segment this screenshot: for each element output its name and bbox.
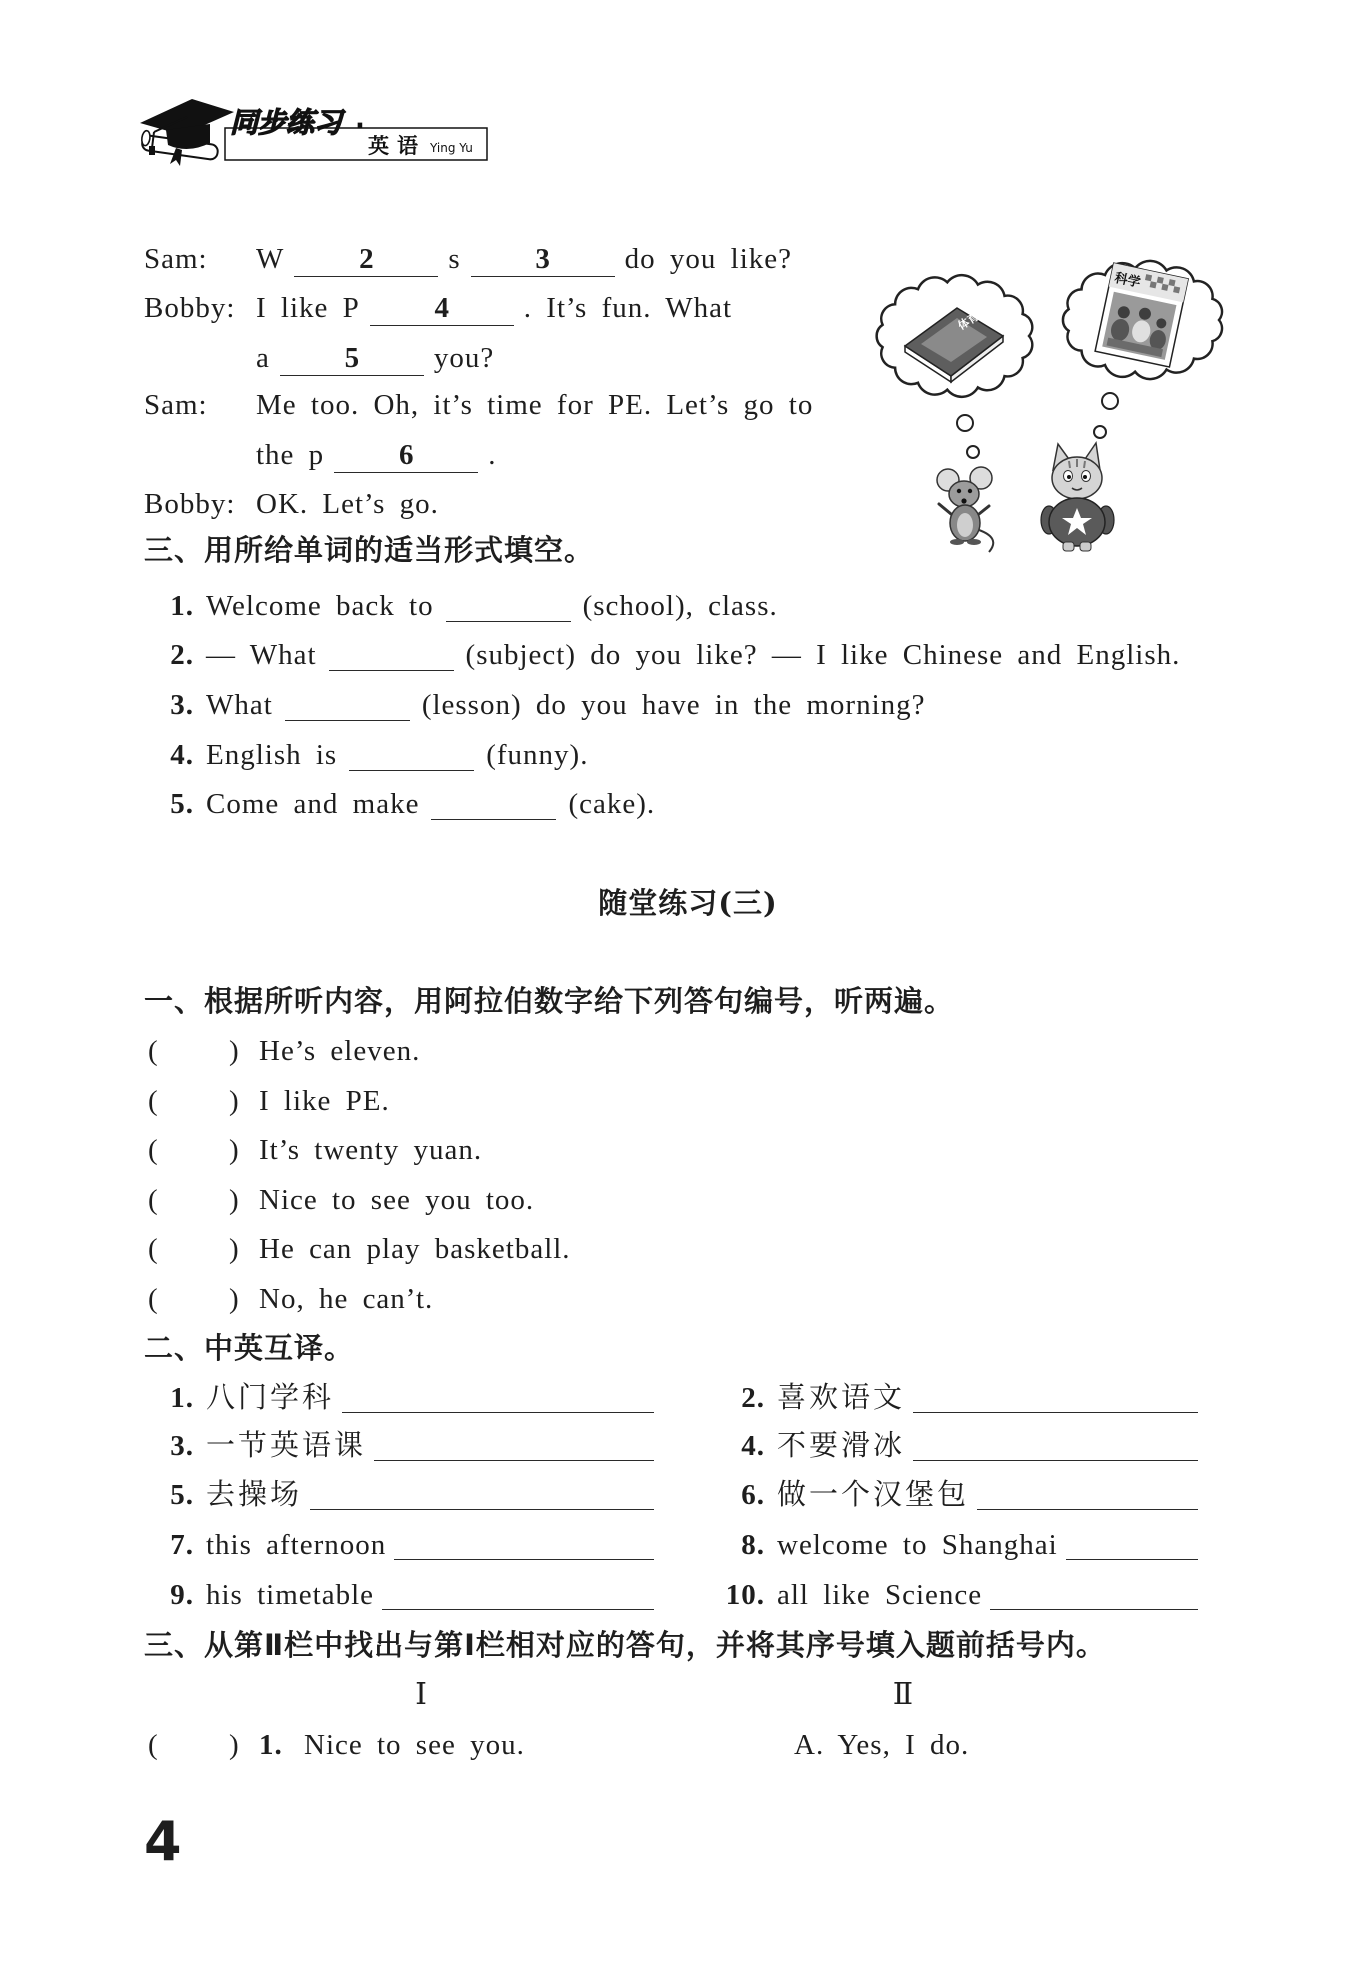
dialogue-text: . It’s fun. What: [523, 292, 733, 324]
logo-dot: ·: [355, 111, 365, 141]
item-text: his timetable: [206, 1579, 374, 1611]
answer-text: No, he can’t.: [259, 1283, 434, 1315]
answer-line: [990, 1609, 1198, 1610]
bracket-open: (: [148, 1729, 159, 1761]
answer-line: [977, 1509, 1198, 1510]
exercise-item: [150, 685, 926, 725]
item-text: 一节英语课: [206, 1430, 367, 1462]
translation-item: [150, 1426, 654, 1466]
section-heading: 二、中英互译。: [144, 1331, 355, 1365]
answer-line: [382, 1609, 654, 1610]
matching-answer: A. Yes, I do.: [794, 1729, 970, 1761]
answer-blank: 3: [471, 242, 615, 277]
thought-bubble-dot: [1102, 393, 1118, 409]
answer-line: [913, 1460, 1198, 1461]
section-heading: 三、从第Ⅱ栏中找出与第Ⅰ栏相对应的答句，并将其序号填入题前括号内。: [144, 1628, 1106, 1662]
science-book-label: 科学: [1113, 270, 1142, 291]
answer-blank: 2: [294, 242, 438, 277]
series-title: 同步练习: [230, 106, 343, 139]
dialogue-line: [144, 288, 732, 328]
section-heading: 一、根据所听内容，用阿拉伯数字给下列答句编号，听两遍。: [144, 984, 955, 1018]
bracket-close: ): [229, 1283, 240, 1315]
matching-row: [148, 1725, 525, 1765]
answer-blank: [329, 670, 454, 671]
item-text: English is: [206, 739, 338, 771]
dialogue-text: W: [256, 243, 285, 275]
page-number: 4: [144, 1810, 182, 1873]
answer-text: I like PE.: [259, 1085, 390, 1117]
subject-pinyin: Ying Yu: [430, 141, 473, 155]
item-text: Welcome back to: [206, 590, 434, 622]
column-header-1: Ⅰ: [415, 1677, 427, 1712]
item-number: 1.: [170, 590, 194, 622]
item-number: 1.: [259, 1729, 283, 1761]
question-text: Nice to see you.: [304, 1729, 525, 1761]
dialogue-text: a: [256, 342, 270, 374]
graduation-cap-icon: [140, 99, 234, 155]
bracket-open: (: [148, 1184, 159, 1216]
item-number: 4.: [741, 1430, 765, 1462]
answer-line: [394, 1559, 654, 1560]
answer-row: [148, 1229, 571, 1269]
item-text: all like Science: [777, 1579, 983, 1611]
dialogue-text: the p: [256, 439, 325, 471]
item-text: 做一个汉堡包: [777, 1479, 970, 1511]
answer-row: [148, 1180, 534, 1220]
item-number: 1.: [170, 1382, 194, 1414]
speaker-label: Bobby:: [144, 488, 236, 520]
item-number: 3.: [170, 689, 194, 721]
bracket-close: ): [229, 1233, 240, 1265]
bracket-close: ): [229, 1134, 240, 1166]
subject-name: 英语: [368, 134, 426, 158]
item-text: 八门学科: [206, 1382, 335, 1414]
answer-blank: [431, 819, 556, 820]
item-text: this afternoon: [206, 1529, 387, 1561]
item-number: 4.: [170, 739, 194, 771]
dialogue-line: [144, 385, 813, 425]
speaker-label: Bobby:: [144, 292, 236, 324]
dialogue-text: I like P: [256, 292, 360, 324]
item-text: Come and make: [206, 788, 420, 820]
series-logo: [130, 90, 500, 172]
bracket-open: (: [148, 1085, 159, 1117]
dialogue-text: .: [488, 439, 497, 471]
translation-item: [150, 1525, 654, 1565]
item-number: 6.: [741, 1479, 765, 1511]
pe-book-label: 体育: [955, 309, 982, 333]
answer-blank: [285, 720, 410, 721]
item-number: 10.: [725, 1579, 765, 1611]
dialogue-text: OK. Let’s go.: [256, 488, 439, 520]
translation-item: [715, 1426, 1198, 1466]
answer-blank: 5: [280, 341, 424, 376]
answer-text: Nice to see you too.: [259, 1184, 535, 1216]
exercise-item: [150, 635, 1180, 675]
dialogue-text: s: [448, 243, 461, 275]
item-number: 2.: [741, 1382, 765, 1414]
mouse-character: [937, 467, 993, 552]
answer-line: [1066, 1559, 1198, 1560]
item-text: — What: [206, 639, 317, 671]
item-number: 9.: [170, 1579, 194, 1611]
answer-line: [374, 1460, 654, 1461]
item-number: 7.: [170, 1529, 194, 1561]
answer-blank: [446, 621, 571, 622]
dialogue-line: [144, 239, 792, 279]
item-text: welcome to Shanghai: [777, 1529, 1058, 1561]
item-text: 喜欢语文: [777, 1382, 906, 1414]
bracket-close: ): [229, 1729, 240, 1761]
answer-row: [148, 1279, 433, 1319]
item-text: (subject) do you like? — I like Chinese and English.: [465, 639, 1181, 671]
answer-line: [310, 1509, 654, 1510]
answer-text: He can play basketball.: [259, 1233, 571, 1265]
thought-bubble-dot: [967, 446, 979, 458]
dialogue-line: [144, 484, 439, 524]
exercise-item: [150, 784, 655, 824]
exercise-item: [150, 586, 778, 626]
item-text: (funny).: [486, 739, 589, 771]
dialogue-text: Me too. Oh, it’s time for PE. Let’s go to: [256, 389, 814, 421]
item-number: 5.: [170, 1479, 194, 1511]
item-text: (school), class.: [582, 590, 778, 622]
translation-item: [715, 1575, 1198, 1615]
item-number: 2.: [170, 639, 194, 671]
thought-bubble-dot: [957, 415, 973, 431]
thought-bubble-dot: [1094, 426, 1106, 438]
practice-title: 随堂练习(三): [598, 886, 778, 920]
answer-row: [148, 1081, 390, 1121]
answer-line: [913, 1412, 1198, 1413]
item-number: 5.: [170, 788, 194, 820]
cat-character: [1041, 443, 1114, 551]
bracket-close: ): [229, 1035, 240, 1067]
bracket-open: (: [148, 1233, 159, 1265]
dialogue-line: [256, 338, 494, 378]
answer-line: [342, 1412, 654, 1413]
exercise-item: [150, 735, 588, 775]
answer-blank: 4: [370, 291, 514, 326]
translation-item: [715, 1475, 1198, 1515]
dialogue-line: [256, 435, 496, 475]
bracket-open: (: [148, 1134, 159, 1166]
speaker-label: Sam:: [144, 243, 208, 275]
answer-text: It’s twenty yuan.: [259, 1134, 483, 1166]
bracket-close: ): [229, 1085, 240, 1117]
dialogue-text: do you like?: [624, 243, 793, 275]
answer-blank: 6: [334, 438, 478, 473]
column-header-2: Ⅱ: [892, 1677, 914, 1712]
dialogue-text: you?: [433, 342, 495, 374]
answer-text: He’s eleven.: [259, 1035, 421, 1067]
item-text: 去操场: [206, 1479, 303, 1511]
item-text: (lesson) do you have in the morning?: [421, 689, 926, 721]
translation-item: [715, 1378, 1198, 1418]
item-text: (cake).: [568, 788, 656, 820]
item-number: 8.: [741, 1529, 765, 1561]
item-text: What: [206, 689, 273, 721]
answer-row: [148, 1031, 420, 1071]
answer-row: [148, 1130, 482, 1170]
speaker-label: Sam:: [144, 389, 208, 421]
translation-item: [150, 1378, 654, 1418]
answer-blank: [349, 770, 474, 771]
translation-item: [150, 1475, 654, 1515]
section-heading: 三、用所给单词的适当形式填空。: [144, 533, 595, 567]
item-text: 不要滑冰: [777, 1430, 906, 1462]
bracket-open: (: [148, 1035, 159, 1067]
bracket-close: ): [229, 1184, 240, 1216]
item-number: 3.: [170, 1430, 194, 1462]
bracket-open: (: [148, 1283, 159, 1315]
translation-item: [715, 1525, 1198, 1565]
translation-item: [150, 1575, 654, 1615]
dialogue-illustration: [869, 258, 1239, 558]
